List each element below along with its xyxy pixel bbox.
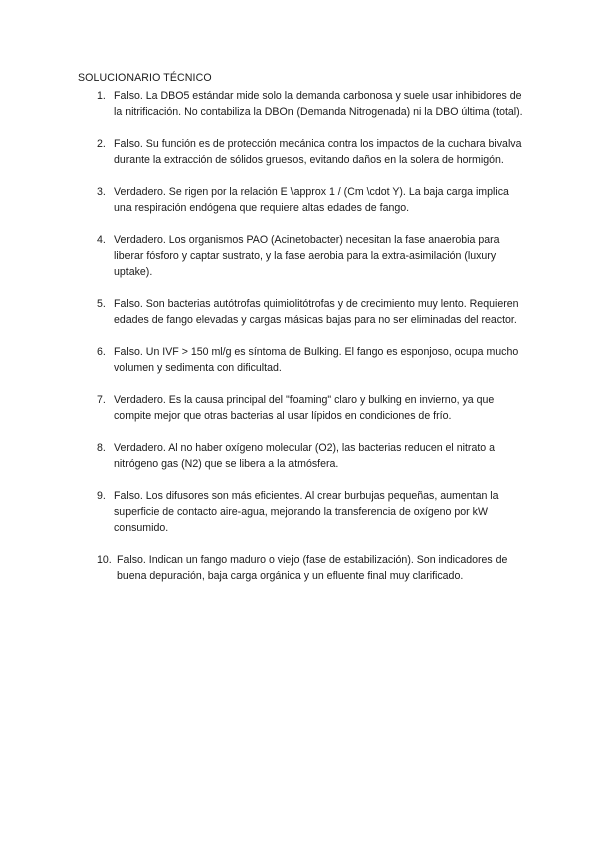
answer-number: 6. bbox=[97, 346, 106, 358]
answer-item bbox=[0, 232, 600, 280]
answer-item bbox=[0, 184, 600, 216]
answer-item bbox=[0, 440, 600, 472]
answer-number: 1. bbox=[97, 90, 106, 102]
answer-number: 10. bbox=[97, 554, 112, 566]
answer-list bbox=[0, 88, 600, 600]
answer-item bbox=[0, 488, 600, 536]
answer-number: 8. bbox=[97, 442, 106, 454]
answer-text: Falso. Su función es de protección mecánica contra los impactos de la cuchara bivalva durante la extracción de sólidos gruesos, evitando daños en la solera de hormigón. bbox=[114, 138, 522, 166]
answer-number: 9. bbox=[97, 490, 106, 502]
answer-text: Verdadero. Los organismos PAO (Acinetobacter) necesitan la fase anaerobia para liberar fósforo y captar sustrato, y la fase aerobia para la extra-asimilación (luxury uptake). bbox=[114, 234, 500, 278]
answer-number: 7. bbox=[97, 394, 106, 406]
answer-item bbox=[0, 392, 600, 424]
answer-text: Verdadero. Al no haber oxígeno molecular (O2), las bacterias reducen el nitrato a nitrógeno gas (N2) que se libera a la atmósfera. bbox=[114, 442, 496, 470]
answer-item bbox=[0, 136, 600, 168]
answer-item bbox=[0, 296, 600, 328]
answer-number: 4. bbox=[97, 234, 106, 246]
document-title: SOLUCIONARIO TÉCNICO bbox=[78, 72, 212, 84]
answer-text: Falso. La DBO5 estándar mide solo la demanda carbonosa y suele usar inhibidores de la nitrificación. No contabiliza la DBOn (Demanda Nitrogenada) ni la DBO última (total). bbox=[114, 90, 523, 118]
answer-item bbox=[0, 552, 600, 584]
answer-text: Falso. Un IVF > 150 ml/g es síntoma de Bulking. El fango es esponjoso, ocupa mucho volumen y sedimenta con dificultad. bbox=[114, 346, 519, 374]
answer-item bbox=[0, 344, 600, 376]
answer-text: Falso. Indican un fango maduro o viejo (fase de estabilización). Son indicadores de buena depuración, baja carga orgánica y un efluente final muy clarificado. bbox=[117, 554, 508, 582]
answer-number: 3. bbox=[97, 186, 106, 198]
answer-text: Falso. Son bacterias autótrofas quimiolitótrofas y de crecimiento muy lento. Requieren edades de fango elevadas y cargas másicas bajas para no ser eliminadas del reactor. bbox=[114, 298, 519, 326]
answer-number: 5. bbox=[97, 298, 106, 310]
answer-item bbox=[0, 88, 600, 120]
answer-text: Verdadero. Es la causa principal del "foaming" claro y bulking en invierno, ya que compite mejor que otras bacterias al usar lípidos en condiciones de frío. bbox=[114, 394, 495, 422]
answer-text: Falso. Los difusores son más eficientes. Al crear burbujas pequeñas, aumentan la superficie de contacto aire-agua, mejorando la transferencia de oxígeno por kW consumido. bbox=[114, 490, 499, 534]
answer-text: Verdadero. Se rigen por la relación E \approx 1 / (Cm \cdot Y). La baja carga implica una respiración endógena que requiere altas edades de fango. bbox=[114, 186, 509, 214]
answer-number: 2. bbox=[97, 138, 106, 150]
